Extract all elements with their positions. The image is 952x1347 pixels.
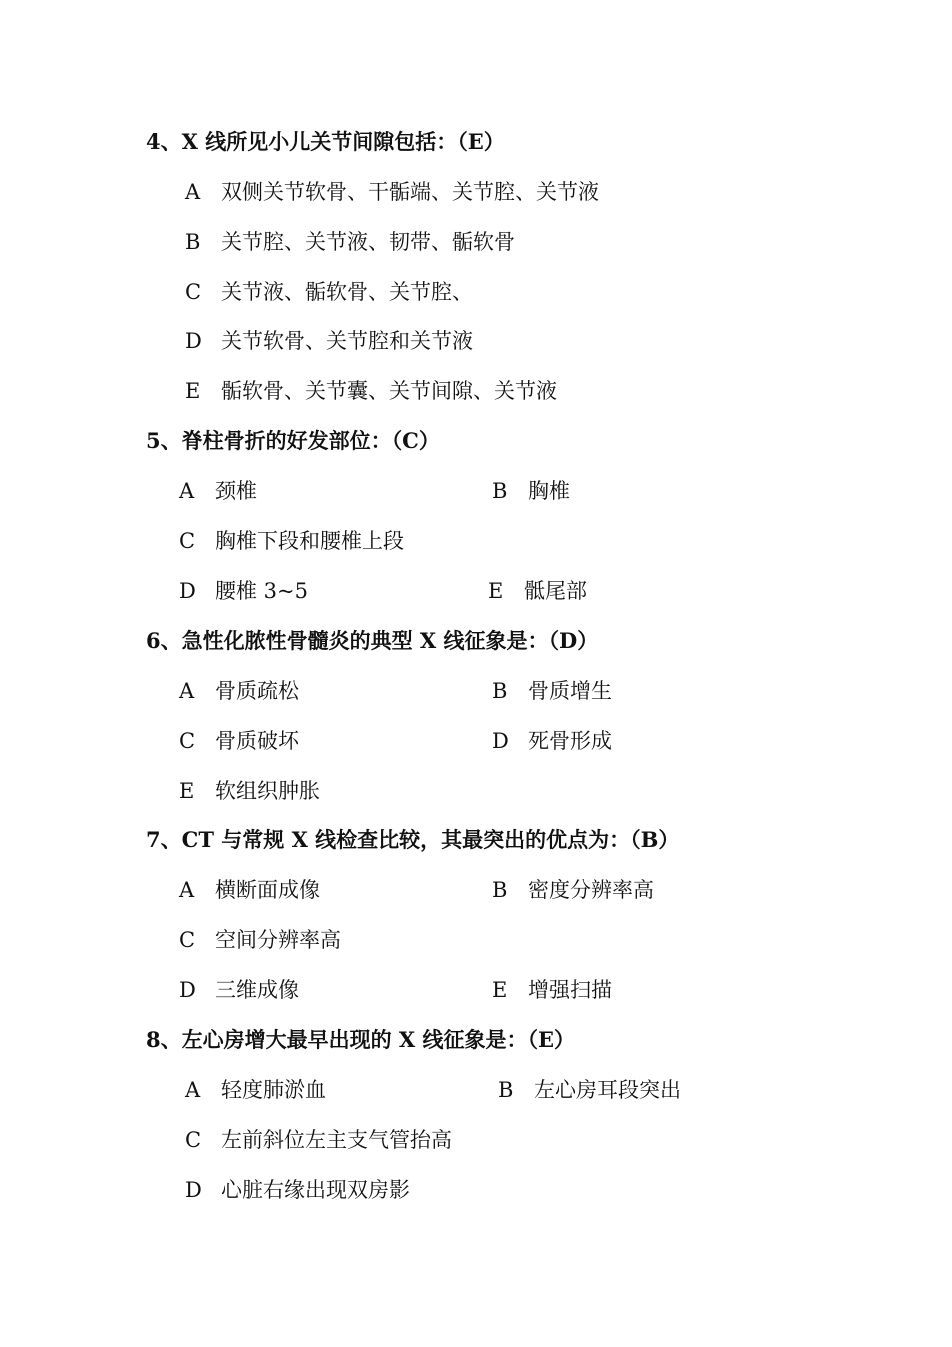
option bbox=[179, 876, 320, 904]
option-letter: D bbox=[185, 1178, 202, 1202]
option bbox=[179, 926, 341, 954]
option-text: 颈椎 bbox=[215, 479, 257, 503]
option-text: 关节腔、关节液、韧带、骺软骨 bbox=[221, 230, 515, 254]
option-text: 左前斜位左主支气管抬高 bbox=[221, 1128, 452, 1152]
option bbox=[185, 278, 473, 306]
option bbox=[185, 1076, 326, 1104]
option bbox=[492, 477, 570, 505]
option-letter: E bbox=[492, 978, 508, 1002]
option-text: 死骨形成 bbox=[528, 729, 612, 753]
option bbox=[179, 727, 299, 755]
option-text: 心脏右缘出现双房影 bbox=[221, 1178, 410, 1202]
option-letter: C bbox=[185, 280, 202, 304]
option bbox=[179, 477, 257, 505]
option-letter: C bbox=[179, 529, 196, 553]
option bbox=[185, 377, 557, 405]
option-letter: D bbox=[179, 579, 196, 603]
option-letter: E bbox=[488, 579, 504, 603]
option-text: 双侧关节软骨、干骺端、关节腔、关节液 bbox=[221, 180, 599, 204]
option bbox=[492, 727, 612, 755]
option-letter: A bbox=[179, 878, 195, 902]
option-letter: E bbox=[185, 379, 201, 403]
option bbox=[179, 777, 320, 805]
option-text: 骨质增生 bbox=[528, 679, 612, 703]
option-letter: A bbox=[185, 180, 201, 204]
option-letter: B bbox=[492, 878, 508, 902]
option bbox=[185, 327, 473, 355]
option-text: 轻度肺淤血 bbox=[221, 1078, 326, 1102]
option-text: 空间分辨率高 bbox=[215, 928, 341, 952]
option-letter: E bbox=[179, 779, 195, 803]
option-text: 骨质疏松 bbox=[215, 679, 299, 703]
option-letter: D bbox=[185, 329, 202, 353]
option bbox=[492, 976, 612, 1004]
option-text: 软组织肿胀 bbox=[215, 779, 320, 803]
option-letter: A bbox=[179, 679, 195, 703]
option-letter: D bbox=[492, 729, 509, 753]
option-text: 三维成像 bbox=[215, 978, 299, 1002]
option bbox=[179, 677, 299, 705]
option-letter: B bbox=[498, 1078, 514, 1102]
option-letter: A bbox=[185, 1078, 201, 1102]
option-letter: C bbox=[179, 928, 196, 952]
option-letter: D bbox=[179, 978, 196, 1002]
option-text: 骶尾部 bbox=[524, 579, 587, 603]
question-title: 7、CT 与常规 X 线检查比较，其最突出的优点为：（B） bbox=[146, 827, 680, 852]
option-text: 关节软骨、关节腔和关节液 bbox=[221, 329, 473, 353]
option bbox=[185, 228, 515, 256]
option bbox=[179, 976, 299, 1004]
option-text: 横断面成像 bbox=[215, 878, 320, 902]
option bbox=[492, 677, 612, 705]
option bbox=[185, 1176, 410, 1204]
option-text: 密度分辨率高 bbox=[528, 878, 654, 902]
option-text: 左心房耳段突出 bbox=[534, 1078, 681, 1102]
option bbox=[488, 577, 587, 605]
option-text: 胸椎 bbox=[528, 479, 570, 503]
option-letter: B bbox=[492, 479, 508, 503]
option-text: 增强扫描 bbox=[528, 978, 612, 1002]
option bbox=[185, 1126, 452, 1154]
question-title: 8、左心房增大最早出现的 X 线征象是：（E） bbox=[146, 1027, 576, 1052]
option bbox=[179, 577, 308, 605]
option bbox=[498, 1076, 681, 1104]
option-letter: B bbox=[492, 679, 508, 703]
option-text: 骨质破坏 bbox=[215, 729, 299, 753]
option-letter: A bbox=[179, 479, 195, 503]
option-text: 骺软骨、关节囊、关节间隙、关节液 bbox=[221, 379, 557, 403]
option-text: 腰椎 3~5 bbox=[215, 579, 308, 603]
option bbox=[179, 527, 404, 555]
question-title: 6、急性化脓性骨髓炎的典型 X 线征象是：（D） bbox=[146, 628, 599, 653]
option-letter: C bbox=[185, 1128, 202, 1152]
option-letter: C bbox=[179, 729, 196, 753]
question-title: 4、X 线所见小儿关节间隙包括：（E） bbox=[146, 129, 505, 154]
question-title: 5、脊柱骨折的好发部位：（C） bbox=[146, 428, 440, 453]
option bbox=[185, 178, 599, 206]
option-text: 关节液、骺软骨、关节腔、 bbox=[221, 280, 473, 304]
option-text: 胸椎下段和腰椎上段 bbox=[215, 529, 404, 553]
option-letter: B bbox=[185, 230, 201, 254]
option bbox=[492, 876, 654, 904]
